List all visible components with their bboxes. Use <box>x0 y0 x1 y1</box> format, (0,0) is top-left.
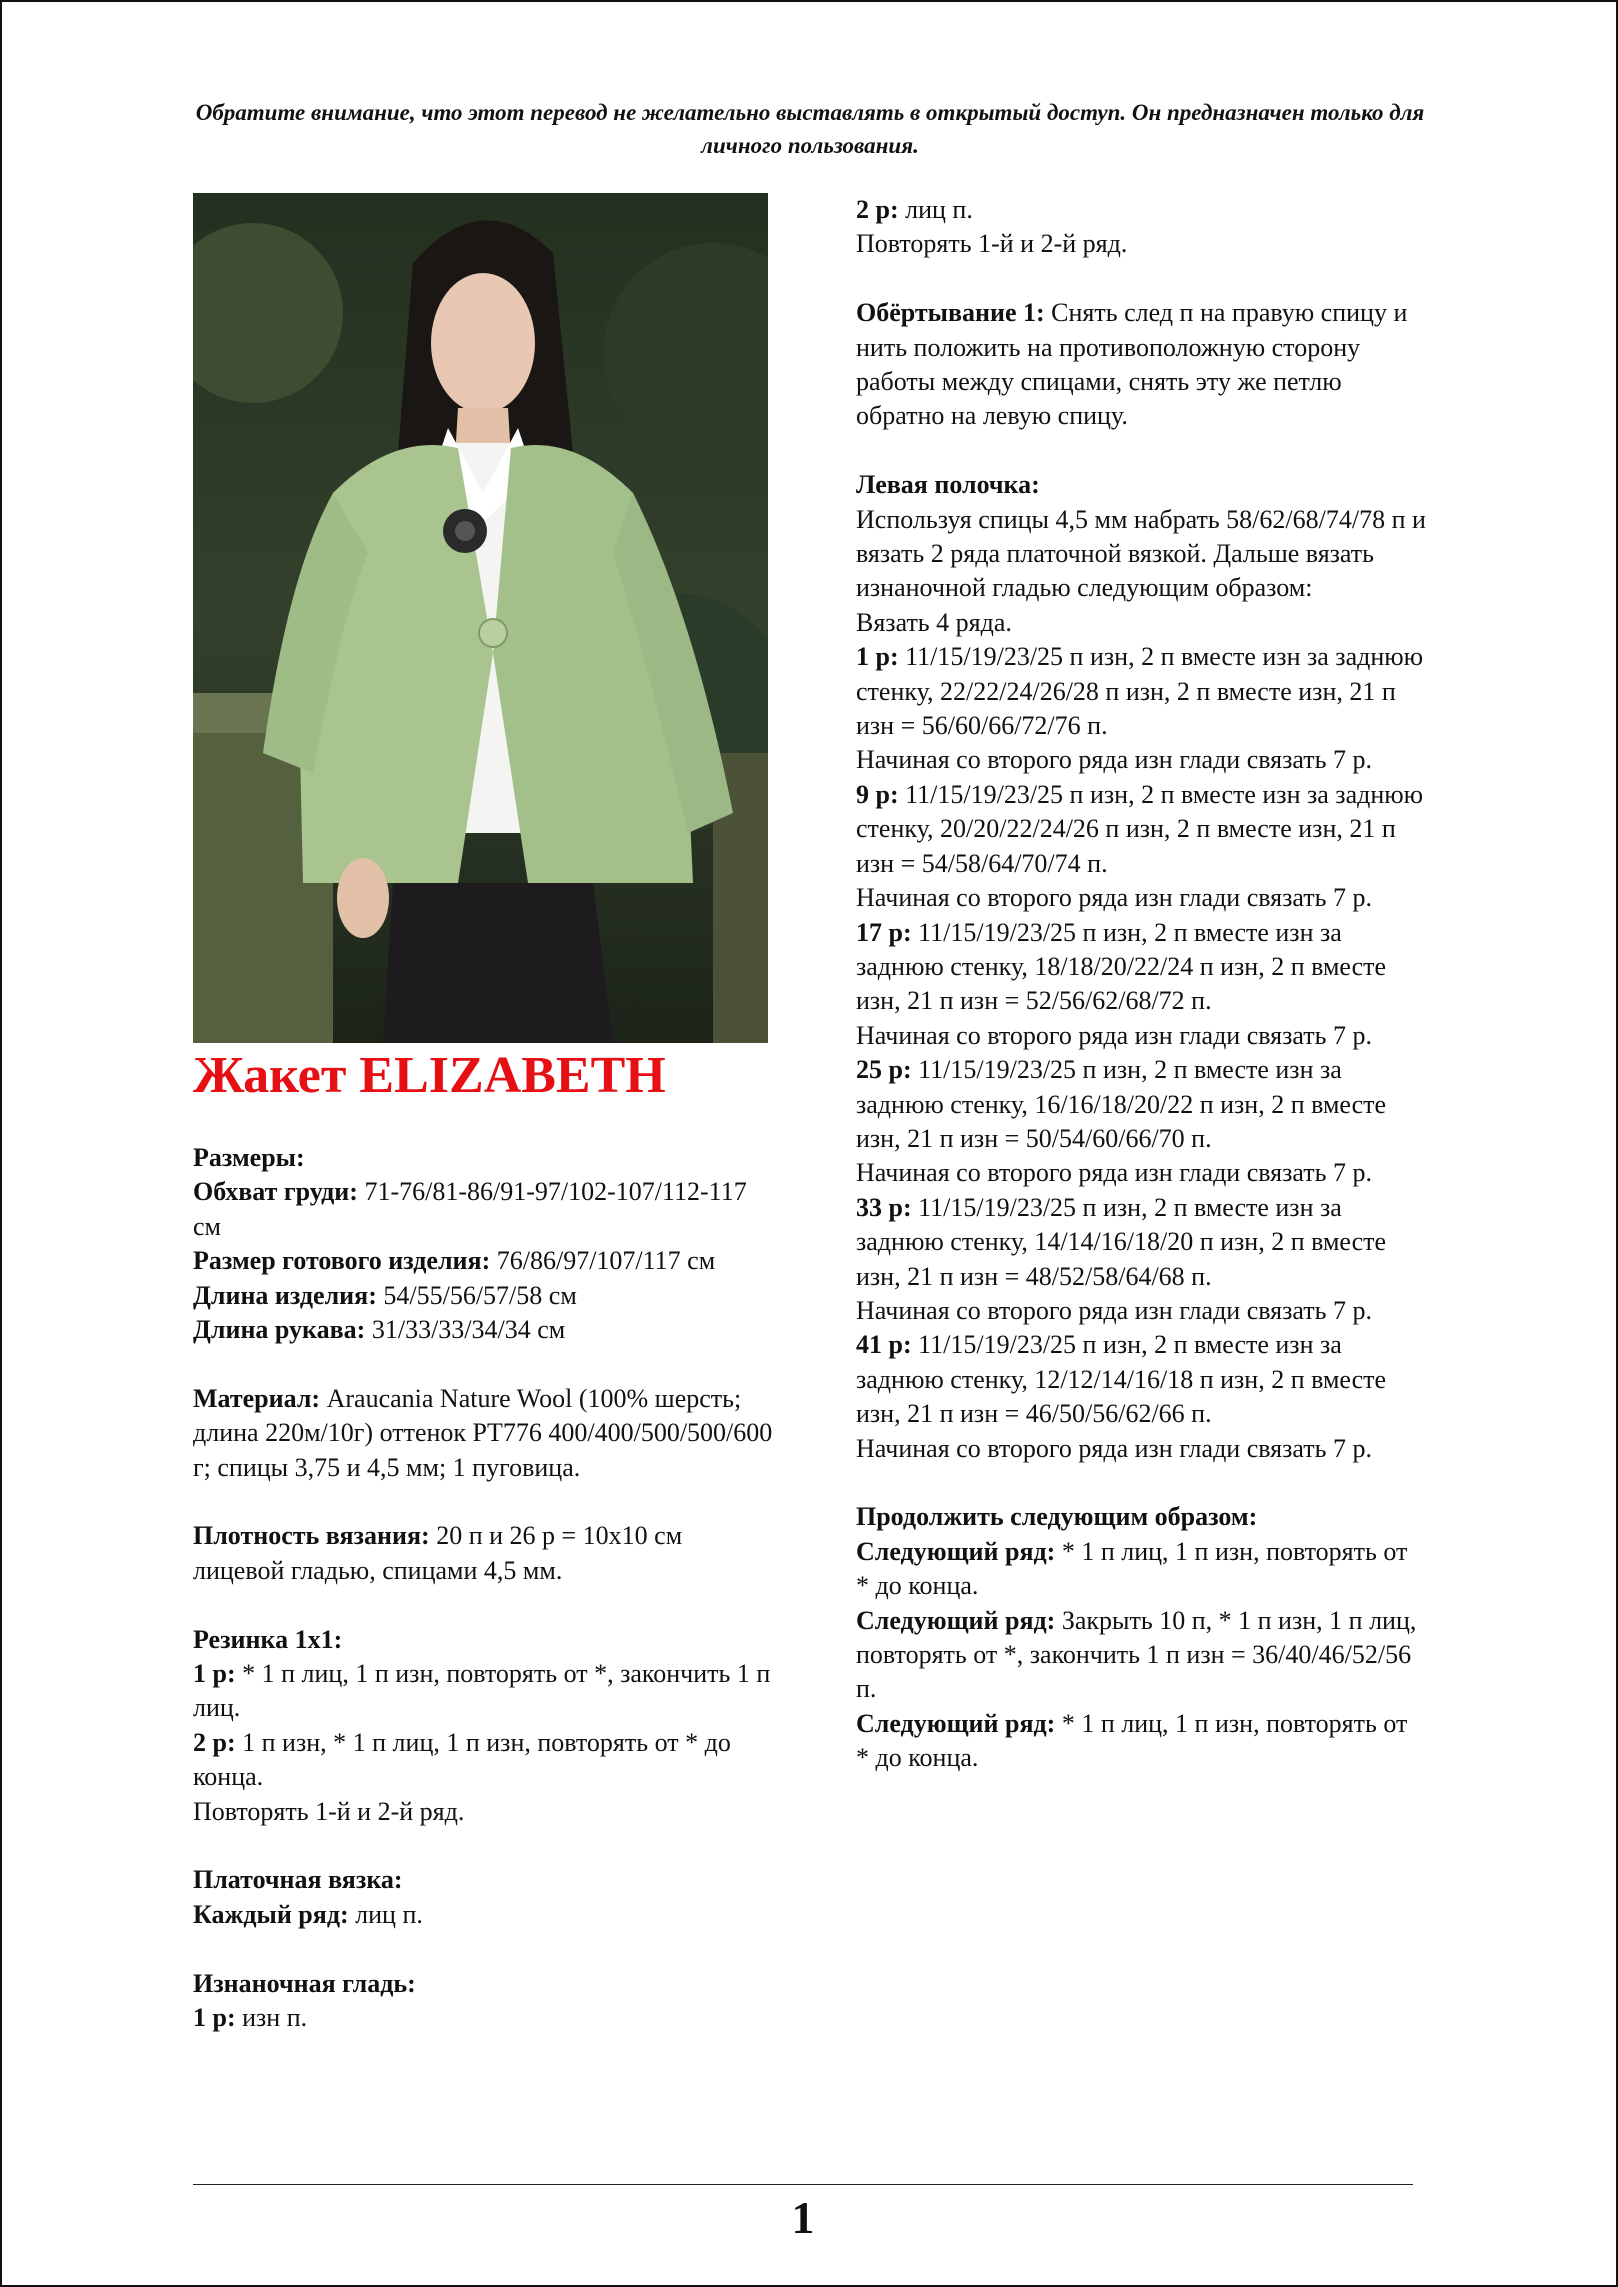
text-line <box>856 916 1426 1019</box>
text-line <box>856 743 1426 777</box>
right-text-column <box>856 193 1426 1776</box>
line-text: * 1 п лиц, 1 п изн, повторять от *, закончить 1 п лиц. <box>193 1659 771 1723</box>
text-line <box>856 1156 1426 1190</box>
line-text: изн п. <box>235 2003 308 2033</box>
line-text: 11/15/19/23/25 п изн, 2 п вместе изн за заднюю стенку, 16/16/18/20/22 п изн, 2 п вместе изн, 21 п изн = 50/54/60/66/70 п. <box>856 1055 1387 1153</box>
text-line <box>193 1623 773 1657</box>
line-text: Начиная со второго ряда изн глади связать 7 р. <box>856 1158 1373 1188</box>
text-line <box>856 1053 1426 1156</box>
text-line <box>193 1279 773 1313</box>
line-text: 11/15/19/23/25 п изн, 2 п вместе изн за заднюю стенку, 18/18/20/22/24 п изн, 2 п вместе изн, 21 п изн = 52/56/62/68/72 п. <box>856 917 1387 1016</box>
line-label: Длина рукава: <box>193 1315 366 1345</box>
line-label: Следующий ряд: <box>856 1536 1056 1566</box>
line-text: 11/15/19/23/25 п изн, 2 п вместе изн за заднюю стенку, 20/20/22/24/26 п изн, 2 п вместе изн, 21 п изн = 54/58/64/70/74 п. <box>856 779 1424 878</box>
line-label: Левая полочка: <box>856 470 1040 500</box>
line-label: Изнаночная гладь: <box>193 1968 416 1998</box>
text-line <box>856 227 1426 261</box>
line-label: Каждый ряд: <box>193 1899 349 1929</box>
line-text: Начиная со второго ряда изн глади связать 7 р. <box>856 883 1373 913</box>
line-text: 76/86/97/107/117 см <box>490 1246 716 1276</box>
text-line <box>856 503 1426 606</box>
model-photo <box>193 193 768 1043</box>
line-text: Начиная со второго ряда изн глади связать 7 р. <box>856 1295 1373 1325</box>
line-label: Следующий ряд: <box>856 1708 1056 1738</box>
text-line <box>856 193 1426 227</box>
text-line <box>856 1328 1426 1431</box>
text-line <box>856 1191 1426 1294</box>
paragraph-gap <box>856 1466 1426 1500</box>
line-text: лиц п. <box>898 195 973 224</box>
paragraph-gap <box>193 1347 773 1381</box>
line-text: 11/15/19/23/25 п изн, 2 п вместе изн за заднюю стенку, 12/12/14/16/18 п изн, 2 п вместе изн, 21 п изн = 46/50/56/62/66 п. <box>856 1330 1387 1429</box>
text-line <box>856 1294 1426 1328</box>
text-line <box>193 1726 773 1795</box>
text-line <box>856 640 1426 743</box>
line-label: Размер готового изделия: <box>193 1246 491 1276</box>
paragraph-gap <box>856 434 1426 468</box>
page-number: 1 <box>791 2192 815 2243</box>
text-line <box>193 1141 773 1175</box>
text-line <box>193 1244 773 1278</box>
line-label: 1 р: <box>193 1659 236 1689</box>
text-line <box>856 1432 1426 1466</box>
line-label: Плотность вязания: <box>193 1521 430 1551</box>
text-line <box>856 881 1426 915</box>
text-line <box>856 1500 1426 1534</box>
line-label: 41 р: <box>856 1330 912 1360</box>
line-label: 1 р: <box>193 2003 236 2033</box>
line-label: Размеры: <box>193 1143 305 1172</box>
line-label: Обёртывание 1: <box>856 298 1045 328</box>
line-text: Начиная со второго ряда изн глади связать 7 р. <box>856 745 1373 775</box>
paragraph-gap <box>193 1485 773 1519</box>
line-label: Платочная вязка: <box>193 1865 403 1895</box>
left-text-column <box>193 1141 773 2035</box>
line-text: Повторять 1-й и 2-й ряд. <box>856 229 1128 259</box>
line-text: 11/15/19/23/25 п изн, 2 п вместе изн за заднюю стенку, 22/22/24/26/28 п изн, 2 п вместе изн, 21 п изн = 56/60/66/72/76 п. <box>856 642 1424 741</box>
text-line <box>193 1382 773 1485</box>
line-label: Длина изделия: <box>193 1280 377 1310</box>
line-text: 20 п и 26 р = 10х10 см лицевой гладью, спицами 4,5 мм. <box>193 1521 683 1585</box>
line-text: * 1 п лиц, 1 п изн, повторять от * до конца. <box>856 1536 1408 1601</box>
pattern-title: Жакет ELIZABETH <box>193 1047 666 1104</box>
paragraph-gap <box>193 1932 773 1966</box>
text-line <box>193 2001 773 2035</box>
line-text: Используя спицы 4,5 мм набрать 58/62/68/74/78 п и вязать 2 ряда платочной вязкой. Дальше вязать изнаночной гладью следующим образом: <box>856 504 1426 603</box>
line-text: Повторять 1-й и 2-й ряд. <box>193 1796 465 1826</box>
line-label: 2 р: <box>856 195 899 224</box>
line-text: Закрыть 10 п, * 1 п изн, 1 п лиц, повторять от *, закончить 1 п изн = 36/40/46/52/56 п. <box>856 1605 1417 1704</box>
paragraph-gap <box>193 1588 773 1622</box>
line-text: 54/55/56/57/58 см <box>376 1280 577 1310</box>
line-text: * 1 п лиц, 1 п изн, повторять от * до конца. <box>856 1708 1408 1773</box>
text-line <box>193 1519 773 1588</box>
line-text: Araucania Nature Wool (100% шерсть; длина 220м/10г) оттенок PT776 400/400/500/500/600 г; спицы 3,75 и 4,5 мм; 1 пуговица. <box>193 1383 773 1482</box>
line-label: Резинка 1х1: <box>193 1624 343 1654</box>
line-text: Вязать 4 ряда. <box>856 607 1012 637</box>
line-label: 33 р: <box>856 1192 912 1222</box>
text-line <box>193 1898 773 1932</box>
text-line <box>193 1313 773 1347</box>
text-line <box>193 1657 773 1726</box>
text-line <box>856 1535 1426 1604</box>
text-line <box>193 1795 773 1829</box>
paragraph-gap <box>856 262 1426 296</box>
text-line <box>856 1707 1426 1776</box>
text-line <box>856 606 1426 640</box>
line-label: Обхват груди: <box>193 1177 358 1207</box>
line-text: 1 п изн, * 1 п лиц, 1 п изн, повторять от * до конца. <box>193 1727 731 1792</box>
text-line <box>856 296 1426 434</box>
paragraph-gap <box>193 1829 773 1863</box>
line-text: 71-76/81-86/91-97/102-107/112-117 см <box>193 1177 747 1241</box>
text-line <box>193 1863 773 1897</box>
line-label: Продолжить следующим образом: <box>856 1502 1258 1532</box>
line-text: лиц п. <box>348 1899 423 1929</box>
text-line <box>856 1604 1426 1707</box>
line-text: 31/33/33/34/34 см <box>365 1315 566 1345</box>
footer-rule <box>193 2184 1413 2185</box>
photo-illustration <box>193 193 768 1043</box>
text-line <box>856 468 1426 502</box>
line-text: Снять след п на правую спицу и нить положить на противоположную сторону работы между спицами, снять эту же петлю обратно на левую спицу. <box>856 298 1408 431</box>
line-label: 25 р: <box>856 1055 912 1085</box>
line-label: 9 р: <box>856 779 899 809</box>
line-text: Начиная со второго ряда изн глади связать 7 р. <box>856 1020 1373 1050</box>
line-text: 11/15/19/23/25 п изн, 2 п вместе изн за заднюю стенку, 14/14/16/18/20 п изн, 2 п вместе изн, 21 п изн = 48/52/58/64/68 п. <box>856 1192 1387 1291</box>
line-label: Материал: <box>193 1383 321 1413</box>
text-line <box>856 1019 1426 1053</box>
text-line <box>193 1175 773 1244</box>
line-label: Следующий ряд: <box>856 1605 1056 1635</box>
line-label: 1 р: <box>856 642 899 672</box>
line-label: 2 р: <box>193 1727 236 1757</box>
translation-notice: Обратите внимание, что этот перевод не желательно выставлять в открытый доступ. Он предназначен только для личного пользования. <box>195 100 1425 158</box>
text-line <box>193 1967 773 2001</box>
line-text: Начиная со второго ряда изн глади связать 7 р. <box>856 1433 1373 1463</box>
text-line <box>856 778 1426 881</box>
line-label: 17 р: <box>856 917 912 947</box>
